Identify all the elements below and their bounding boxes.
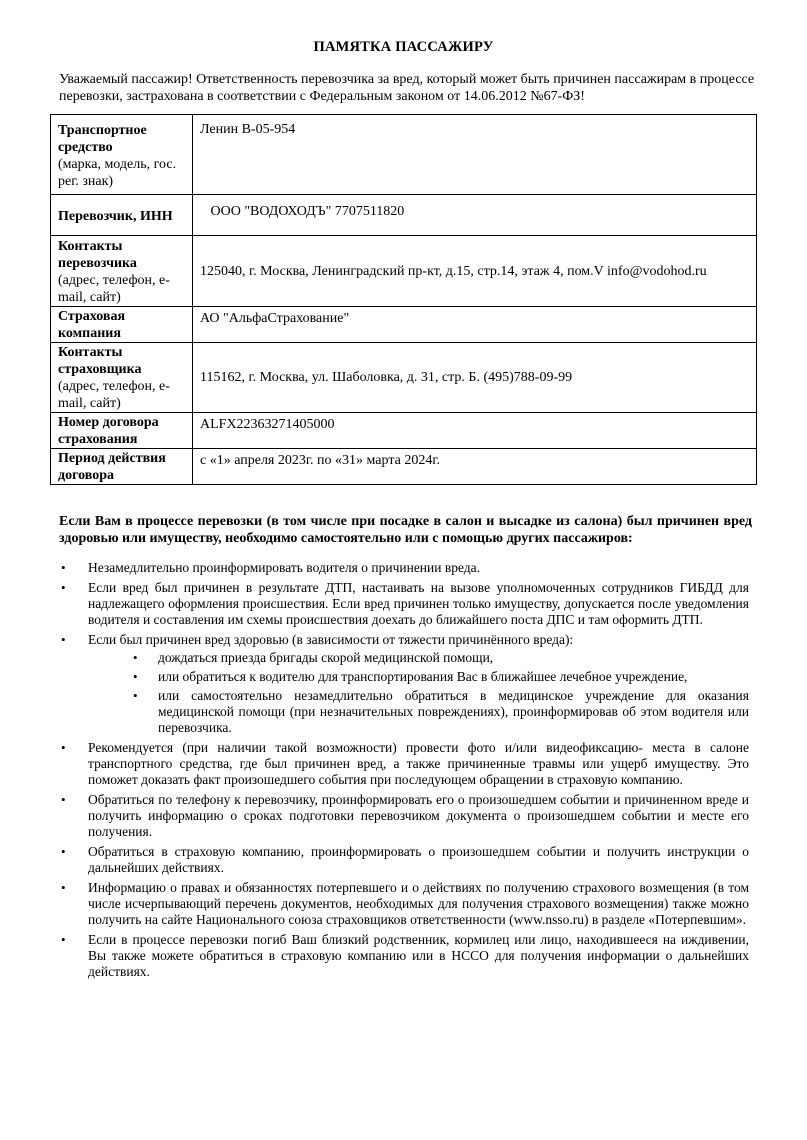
table-row bbox=[51, 236, 757, 307]
row-label-cell bbox=[51, 343, 193, 413]
sublist-item-text: или самостоятельно незамедлительно обратиться в медицинское учреждение для оказания медицинской помощи (при незначительных повреждениях), проинформировав об этом водителя или перевозчика. bbox=[158, 688, 749, 735]
table-row bbox=[51, 115, 757, 195]
list-item-text: Если в процессе перевозки погиб Ваш близкий родственник, кормилец или лицо, находившееся на иждивении, Вы также можете обратиться в страховую компанию или в НССО для получения информации о дальнейших действиях. bbox=[88, 932, 749, 979]
list-item bbox=[59, 740, 749, 788]
list-item bbox=[59, 844, 749, 876]
list-item bbox=[59, 792, 749, 840]
row-label: Транспортное средство bbox=[58, 123, 147, 155]
bullet-icon: • bbox=[61, 844, 66, 859]
list-item-text: Если был причинен вред здоровью (в зависимости от тяжести причинённого вреда): bbox=[88, 632, 574, 647]
list-item bbox=[59, 560, 749, 576]
list-item bbox=[59, 632, 749, 736]
bullet-icon: • bbox=[61, 880, 66, 895]
list-item-text: Если вред был причинен в результате ДТП, настаивать на вызове уполномоченных сотрудников ГИБДД для надлежащего оформления происшествия. Если вред причинен только имуществу, допускается после уведомления водителя и составления им схемы происшествия доехать до ближайшего поста ДПС и там оформить ДТП. bbox=[88, 580, 749, 627]
list-item-text: Обратиться по телефону к перевозчику, проинформировать его о произошедшем событии и причиненном вреде и получить информацию о сроках подготовки перевозчиком документа о произошедшем событии и месте его получения. bbox=[88, 792, 749, 839]
row-label-cell bbox=[51, 413, 193, 449]
bullet-icon: • bbox=[61, 632, 66, 647]
row-value-cell bbox=[193, 343, 757, 413]
row-value-cell bbox=[193, 449, 757, 485]
row-value: с «1» апреля 2023г. по «31» марта 2024г. bbox=[200, 453, 440, 468]
document-title: ПАМЯТКА ПАССАЖИРУ bbox=[313, 39, 494, 55]
row-value: 115162, г. Москва, ул. Шаболовка, д. 31, стр. Б. (495)788-09-99 bbox=[200, 370, 573, 385]
row-label: Контакты страховщика bbox=[58, 345, 142, 377]
list-item-text: Рекомендуется (при наличии такой возможности) провести фото и/или видеофиксацию- места в салоне транспортного средства, где был причинен вред, а также причиненные травмы или ущерб имуществу. Это поможет доказать факт произошедшего события при последующем обращении в страховую компанию. bbox=[88, 740, 749, 787]
bullet-icon: • bbox=[61, 932, 66, 947]
bullet-icon: • bbox=[133, 669, 138, 684]
bullet-icon: • bbox=[61, 740, 66, 755]
row-value-cell bbox=[193, 307, 757, 343]
bullet-icon: • bbox=[133, 650, 138, 665]
row-value: ALFX22363271405000 bbox=[200, 417, 335, 432]
row-label-cell bbox=[51, 307, 193, 343]
health-sublist bbox=[88, 650, 749, 736]
row-label-hint: (марка, модель, гос. рег. знак) bbox=[58, 157, 177, 189]
row-label: Страховая компания bbox=[58, 309, 126, 341]
row-value-cell bbox=[193, 236, 757, 307]
bullet-icon: • bbox=[61, 580, 66, 595]
intro-paragraph: Уважаемый пассажир! Ответственность перевозчика за вред, который может быть причинен пассажирам в процессе перевозки, застрахована в соответствии с Федеральным законом от 14.06.2012 №67-ФЗ! bbox=[59, 72, 755, 104]
row-value: Ленин В-05-954 bbox=[200, 122, 296, 137]
table-row bbox=[51, 307, 757, 343]
row-label-cell bbox=[51, 236, 193, 307]
row-value: 125040, г. Москва, Ленинградский пр-кт, д.15, стр.14, этаж 4, пом.V info@vodohod.ru bbox=[200, 263, 707, 279]
sublist-item-text: дождаться приезда бригады скорой медицинской помощи, bbox=[158, 650, 494, 665]
bullet-icon: • bbox=[61, 792, 66, 807]
row-value-cell bbox=[193, 195, 757, 236]
sublist-item-text: или обратиться к водителю для транспортирования Вас в ближайшее лечебное учреждение, bbox=[158, 669, 688, 684]
list-item-text: Информацию о правах и обязанностях потерпевшего и о действиях по получению страхового возмещения (в том числе исчерпывающий перечень документов, необходимых для получения страхового возмещения) также можно получить на сайте Национального союза страховщиков ответственности (www.nsso.ru) в разделе «Потерпевшим». bbox=[88, 880, 749, 927]
sublist-item bbox=[88, 688, 749, 736]
row-label-cell bbox=[51, 449, 193, 485]
row-label-cell bbox=[51, 115, 193, 195]
row-value-cell bbox=[193, 115, 757, 195]
row-label: Перевозчик, ИНН bbox=[58, 208, 173, 224]
info-table bbox=[50, 114, 757, 485]
table-row bbox=[51, 413, 757, 449]
sublist-item bbox=[88, 650, 749, 666]
instructions-heading: Если Вам в процессе перевозки (в том числе при посадке в салон и высадке из салона) был причинен вред здоровью или имуществу, необходимо самостоятельно или с помощью других пассажиров: bbox=[59, 514, 752, 546]
row-value: АО "АльфаСтрахование" bbox=[200, 311, 350, 326]
bullet-icon: • bbox=[133, 688, 138, 703]
row-label-cell bbox=[51, 195, 193, 236]
list-item-text: Обратиться в страховую компанию, проинформировать о произошедшем событии и получить инструкции о дальнейших действиях. bbox=[88, 844, 749, 875]
table-row bbox=[51, 343, 757, 413]
table-row bbox=[51, 449, 757, 485]
row-value-cell bbox=[193, 413, 757, 449]
list-item-text: Незамедлительно проинформировать водителя о причинении вреда. bbox=[88, 560, 481, 575]
bullet-icon: • bbox=[61, 560, 66, 575]
row-label: Период действия договора bbox=[58, 451, 166, 483]
list-item bbox=[59, 880, 749, 928]
instructions-list bbox=[59, 560, 749, 984]
row-value: ООО "ВОДОХОДЪ" 7707511820 bbox=[200, 204, 405, 219]
list-item bbox=[59, 580, 749, 628]
row-label: Контакты перевозчика bbox=[58, 239, 137, 271]
sublist-item bbox=[88, 669, 749, 685]
table-row bbox=[51, 195, 757, 236]
list-item bbox=[59, 932, 749, 980]
row-label-hint: (адрес, телефон, e-mail, сайт) bbox=[58, 273, 170, 305]
row-label: Номер договора страхования bbox=[58, 415, 159, 447]
row-label-hint: (адрес, телефон, e-mail, сайт) bbox=[58, 379, 170, 411]
